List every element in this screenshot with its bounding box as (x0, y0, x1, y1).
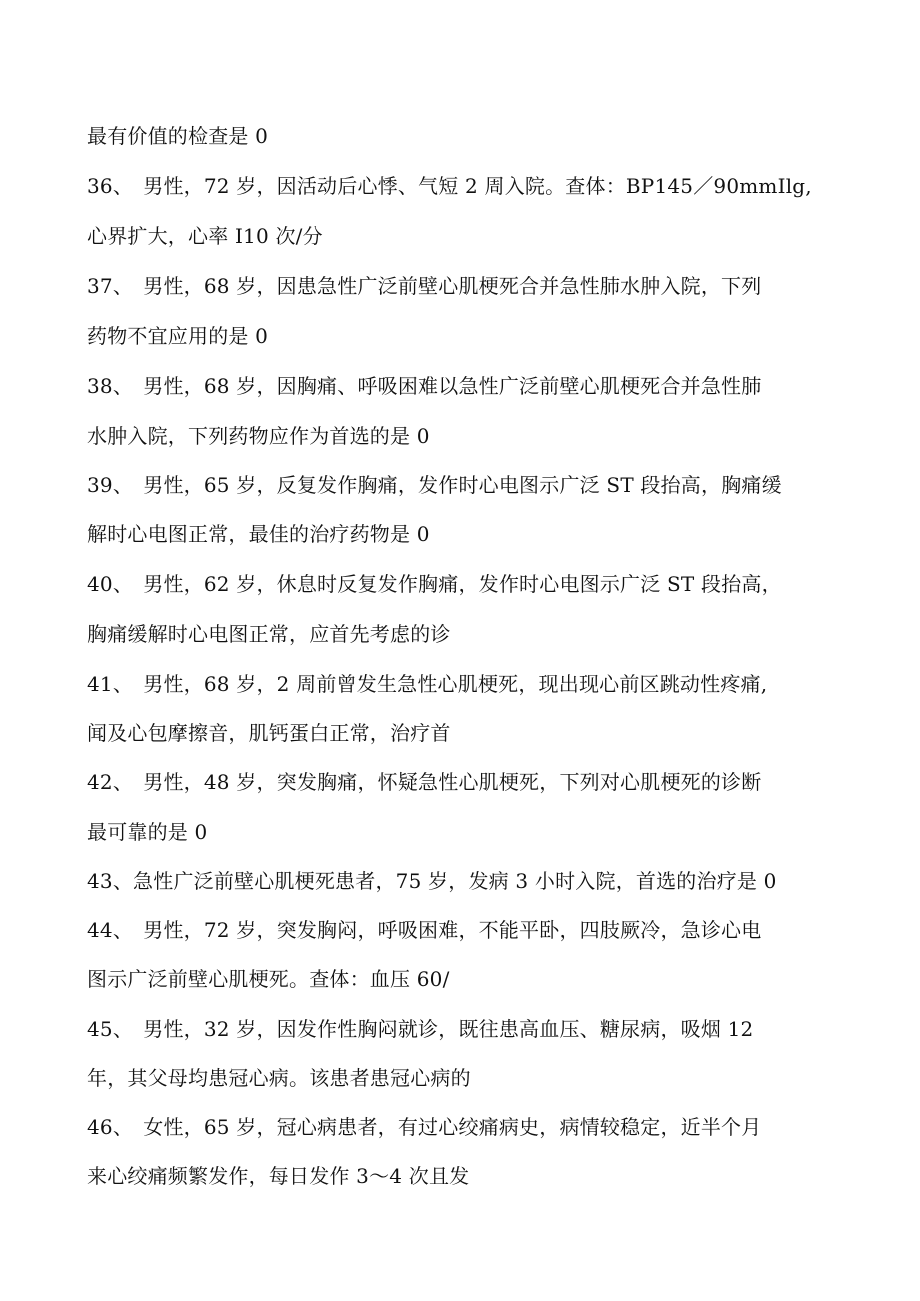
text-line: 46、 女性，65 岁，冠心病患者，有过心绞痛病史，病情较稳定，近半个月 (87, 1115, 762, 1139)
text-line: 42、 男性，48 岁，突发胸痛，怀疑急性心肌梗死，下列对心肌梗死的诊断 (87, 770, 762, 794)
text-line: 闻及心包摩擦音，肌钙蛋白正常，治疗首 (87, 721, 451, 745)
text-line: 41、 男性，68 岁，2 周前曾发生急性心肌梗死，现出现心前区跳动性疼痛, (87, 672, 768, 696)
text-line: 来心绞痛频繁发作，每日发作 3～4 次且发 (87, 1164, 470, 1188)
text-line: 解时心电图正常，最佳的治疗药物是 0 (87, 522, 430, 546)
text-line: 43、急性广泛前壁心肌梗死患者，75 岁，发病 3 小时入院，首选的治疗是 0 (87, 869, 777, 893)
text-line: 药物不宜应用的是 0 (87, 324, 269, 348)
text-line: 水肿入院，下列药物应作为首选的是 0 (87, 424, 430, 448)
text-line: 38、 男性，68 岁，因胸痛、呼吸困难以急性广泛前壁心肌梗死合并急性肺 (87, 374, 762, 398)
text-line: 心界扩大，心率 I10 次/分 (87, 224, 323, 248)
text-line: 44、 男性，72 岁，突发胸闷，呼吸困难，不能平卧，四肢厥冷，急诊心电 (87, 918, 762, 942)
text-line: 40、 男性，62 岁，休息时反复发作胸痛，发作时心电图示广泛 ST 段抬高， (87, 572, 782, 596)
text-line: 胸痛缓解时心电图正常，应首先考虑的诊 (87, 622, 451, 646)
text-line: 45、 男性，32 岁，因发作性胸闷就诊，既往患高血压、糖尿病，吸烟 12 (87, 1017, 754, 1041)
text-line: 最有价值的检查是 0 (87, 124, 269, 148)
text-line: 39、 男性，65 岁，反复发作胸痛，发作时心电图示广泛 ST 段抬高，胸痛缓 (87, 473, 782, 497)
text-line: 37、 男性，68 岁，因患急性广泛前壁心肌梗死合并急性肺水肿入院，下列 (87, 274, 762, 298)
text-line: 最可靠的是 0 (87, 820, 208, 844)
text-line: 图示广泛前壁心肌梗死。查体：血压 60/ (87, 967, 450, 991)
text-line: 36、 男性，72 岁，因活动后心悸、气短 2 周入院。查体：BP145／90mmIlg, (87, 174, 812, 198)
text-line: 年，其父母均患冠心病。该患者患冠心病的 (87, 1066, 471, 1090)
